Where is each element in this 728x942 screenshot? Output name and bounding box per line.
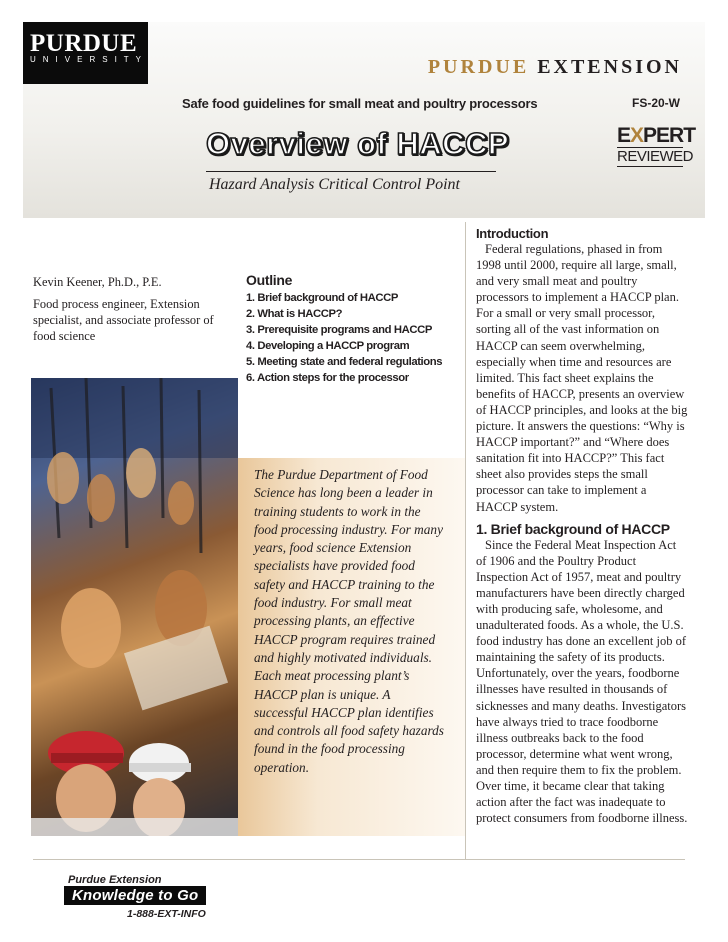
outline-list bbox=[246, 290, 466, 386]
expert-reviewed-badge bbox=[617, 124, 696, 171]
purdue-extension-brand bbox=[428, 56, 682, 79]
author-role: Food process engineer, Extension specialist, and associate professor of food science bbox=[33, 297, 214, 343]
outline-heading: Outline bbox=[246, 272, 293, 288]
title-subheading: Hazard Analysis Critical Control Point bbox=[209, 176, 460, 193]
outline-block bbox=[246, 272, 466, 386]
logo-subtext: UNIVERSITY bbox=[30, 55, 149, 64]
author-name: Kevin Keener, Ph.D., P.E. bbox=[33, 275, 162, 289]
badge-expert: EXPERT bbox=[617, 124, 696, 147]
footer-purdue-extension: Purdue Extension bbox=[68, 874, 162, 886]
page-title: Overview of HACCP bbox=[206, 126, 510, 161]
callout-text: The Purdue Department of Food Science has long been a leader in training students to work in the food processing industry. For many years, food science Extension specialists have provided food safety and HACCP training to the food industry. For small meat processing plants, an effective HACCP program requires trained and highly motivated individuals. Each meat processing plant’s HACCP plan is unique. A successful HACCP plan identifies and controls all food safety hazards found in the food processing operation. bbox=[254, 467, 444, 775]
section1-paragraph: Since the Federal Meat Inspection Act of 1906 and the Poultry Product Inspection Act of 1957, meat and poultry manufacturers have been directly charged with producing safe, wholesome, and unadulterated foods. As a whole, the U.S. food industry has done an excellent job of maintaining the safety of its products. Unfortunately, over the years, foodborne illnesses have resulted in thousands of sicknesses and many deaths. Investigators have always tried to trace foodborne illness outbreaks back to the food processor, determine what went wrong, and then require them to fix the problem. Over time, it became clear that taking action after the fact was inadequate to protect consumers from foodborne illness. bbox=[476, 537, 688, 826]
badge-reviewed: REVIEWED bbox=[617, 148, 694, 165]
intro-heading: Introduction bbox=[476, 226, 549, 241]
brand-extension: EXTENSION bbox=[537, 56, 682, 78]
document-code: FS-20-W bbox=[632, 96, 680, 110]
footer-divider bbox=[33, 859, 685, 860]
section1-heading: 1. Brief background of HACCP bbox=[476, 520, 670, 537]
intro-paragraph: Federal regulations, phased in from 1998 until 2000, require all large, small, and very small meat and poultry processors to implement a HACCP plan. For a small or very small processor, sorting all of the vast information on HACCP can seem overwhelming, especially when time and resources are limited. This fact sheet explains the benefits of HACCP, presents an overview of HACCP principles, and looks at the big picture. It answers the questions: “Why is HACCP important?” and “Where does sanitation fit into HACCP?” This fact sheet also provides steps the small processor can take to implement a HACCP system. bbox=[476, 242, 688, 514]
logo-wordmark: PURDUE bbox=[30, 30, 138, 57]
outline-item: 1. Brief background of HACCP bbox=[246, 292, 398, 304]
footer-knowledge-to-go: Knowledge to Go bbox=[64, 886, 206, 905]
title-divider bbox=[206, 171, 496, 172]
photo-illustration bbox=[31, 378, 238, 836]
processing-plant-photo bbox=[31, 378, 238, 836]
brand-purdue: PURDUE bbox=[427, 56, 530, 78]
author-block bbox=[33, 274, 228, 344]
outline-item: 3. Prerequisite programs and HACCP bbox=[246, 324, 433, 336]
column-divider bbox=[465, 222, 466, 860]
outline-item: 6. Action steps for the processor bbox=[246, 372, 409, 384]
outline-item: 5. Meeting state and federal regulations bbox=[246, 356, 443, 368]
right-column bbox=[476, 226, 688, 826]
outline-item: 2. What is HACCP? bbox=[246, 308, 343, 320]
series-subtitle: Safe food guidelines for small meat and poultry processors bbox=[182, 96, 538, 111]
footer-phone: 1-888-EXT-INFO bbox=[127, 908, 206, 920]
outline-item: 4. Developing a HACCP program bbox=[246, 340, 410, 352]
